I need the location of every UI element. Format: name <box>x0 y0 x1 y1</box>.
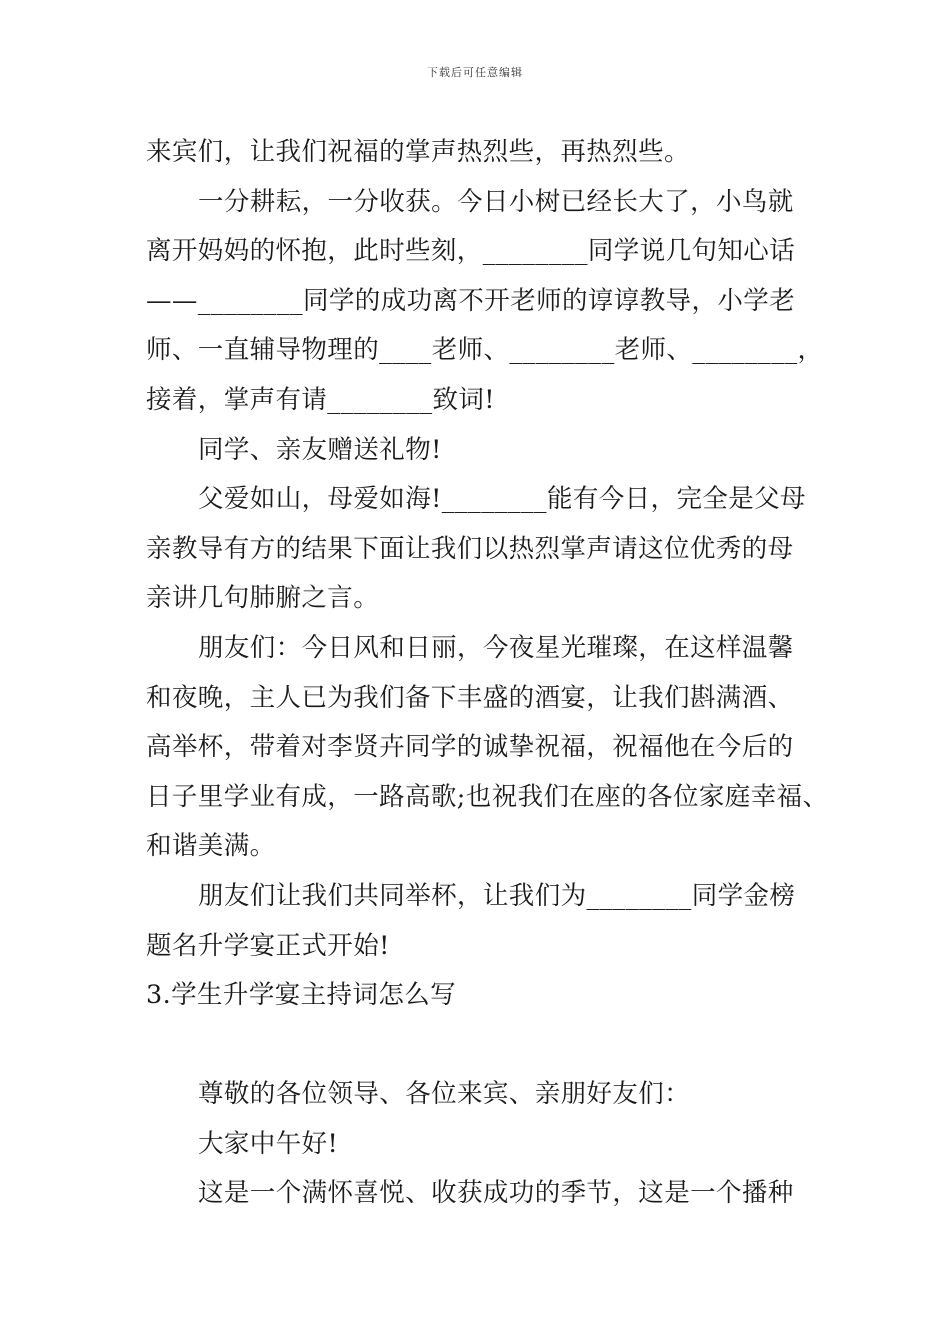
paragraph-line: 来宾们，让我们祝福的掌声热烈些，再热烈些。 <box>146 137 690 167</box>
paragraph-line: 离开妈妈的怀抱，此时些刻，________同学说几句知心话 <box>146 236 796 267</box>
paragraph-line: 题名升学宴正式开始! <box>146 930 390 961</box>
paragraph-line: 一分耕耘，一分收获。今日小树已经长大了，小鸟就 <box>198 186 794 217</box>
section-heading: 3.学生升学宴主持词怎么写 <box>146 980 457 1011</box>
paragraph-line: 和夜晚，主人已为我们备下丰盛的酒宴，让我们斟满酒、 <box>146 682 794 713</box>
paragraph-line: 朋友们：今日风和日丽，今夜星光璀璨，在这样温馨 <box>198 632 794 663</box>
paragraph-line: 接着，掌声有请________致词! <box>146 384 495 415</box>
paragraph-line: ——________同学的成功离不开老师的谆谆教导，小学老 <box>146 285 796 316</box>
paragraph-line: 日子里学业有成，一路高歌;也祝我们在座的各位家庭幸福、 <box>146 781 829 812</box>
paragraph-line: 朋友们让我们共同举杯，让我们为________同学金榜 <box>198 880 796 911</box>
blank-line <box>146 1021 810 1071</box>
document-body <box>146 128 829 1219</box>
paragraph-line: 大家中午好! <box>198 1128 339 1159</box>
paragraph-line: 这是一个满怀喜悦、收获成功的季节，这是一个播种 <box>198 1178 794 1209</box>
paragraph-line: 尊敬的各位领导、各位来宾、亲朋好友们： <box>198 1079 691 1110</box>
paragraph-line: 亲讲几句肺腑之言。 <box>146 583 380 614</box>
paragraph-line: 父爱如山，母爱如海!________能有今日，完全是父母 <box>198 484 806 515</box>
paragraph-line: 和谐美满。 <box>146 831 276 862</box>
header-note: 下载后可任意编辑 <box>427 66 523 79</box>
paragraph-line: 亲教导有方的结果下面让我们以热烈掌声请这位优秀的母 <box>146 533 794 564</box>
paragraph-line: 师、一直辅导物理的____老师、________老师、________， <box>146 335 824 366</box>
paragraph-line: 高举杯，带着对李贤卉同学的诚挚祝福，祝福他在今后的 <box>146 732 794 763</box>
paragraph-line: 同学、亲友赠送礼物! <box>198 434 442 465</box>
